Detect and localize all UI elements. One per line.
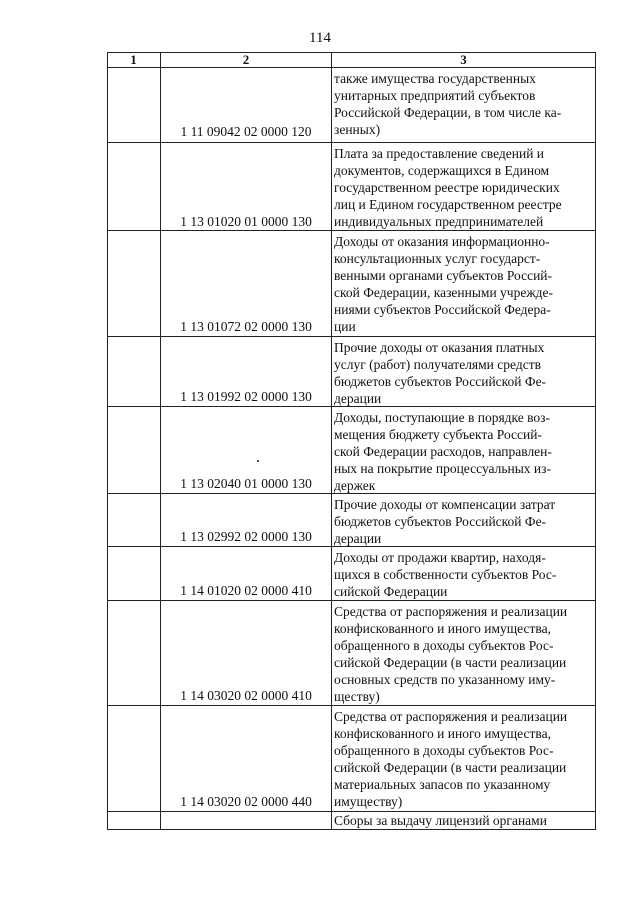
table-rule bbox=[107, 67, 596, 68]
table-rule bbox=[107, 52, 108, 830]
row-description: Доходы, поступающие в порядке воз- мещения бюджету субъекта Россий- ской Федерации расходов, направлен- ных на покрытие процессуальных из- держек bbox=[334, 410, 552, 493]
budget-code-table bbox=[107, 52, 596, 830]
row-code: 1 14 03020 02 0000 410 bbox=[180, 688, 312, 703]
table-rule bbox=[107, 600, 596, 601]
table-rule bbox=[107, 142, 596, 143]
table-rule bbox=[331, 52, 332, 830]
row-description: Прочие доходы от компенсации затрат бюджетов субъектов Российской Фе- дерации bbox=[334, 497, 556, 546]
scan-speck bbox=[257, 460, 259, 462]
row-description: Прочие доходы от оказания платных услуг (работ) получателями средств бюджетов субъектов Российской Фе- дерации bbox=[334, 340, 547, 406]
header-col-2: 2 bbox=[242, 52, 250, 67]
page-number: 114 bbox=[309, 30, 331, 46]
row-code: 1 14 01020 02 0000 410 bbox=[180, 583, 312, 598]
row-code: 1 13 01072 02 0000 130 bbox=[180, 319, 312, 334]
table-rule bbox=[595, 52, 596, 830]
row-description: Сборы за выдачу лицензий органами bbox=[334, 813, 547, 828]
row-code: 1 13 02040 01 0000 130 bbox=[180, 476, 312, 491]
row-description: Плата за предоставление сведений и документов, содержащихся в Едином государственном реестре юридических лиц и Едином государственном реестре индивидуальных предпринимателей bbox=[334, 146, 562, 229]
row-description: Средства от распоряжения и реализации конфискованного и иного имущества, обращенного в доходы субъектов Рос- сийской Федерации (в части реализации материальных запасов по указанному имуществу) bbox=[334, 709, 568, 809]
table-rule bbox=[160, 52, 161, 830]
header-col-3: 3 bbox=[460, 52, 467, 67]
row-code: 1 13 02992 02 0000 130 bbox=[180, 529, 312, 544]
row-code: 1 13 01992 02 0000 130 bbox=[180, 389, 312, 404]
row-description: Средства от распоряжения и реализации конфискованного и иного имущества, обращенного в доходы субъектов Рос- сийской Федерации (в части реализации основных средств по указанному иму- ществу) bbox=[334, 604, 568, 704]
table-rule bbox=[107, 336, 596, 337]
row-description: Доходы от оказания информационно- консультационных услуг государст- венными органами субъектов Россий- ской Федерации, казенными учрежде- ниями субъектов Российской Федера- ции bbox=[334, 234, 554, 334]
table-rule bbox=[107, 230, 596, 231]
row-code: 1 14 03020 02 0000 440 bbox=[180, 794, 312, 809]
table-rule bbox=[107, 705, 596, 706]
header-col-1: 1 bbox=[130, 52, 137, 67]
row-description: Доходы от продажи квартир, находя- щихся в собственности субъектов Рос- сийской Федерации bbox=[334, 550, 557, 599]
row-code: 1 13 01020 01 0000 130 bbox=[180, 214, 312, 229]
row-description: также имущества государственных унитарных предприятий субъектов Российской Федерации, в том числе ка- зенных) bbox=[334, 71, 562, 137]
row-code: 1 11 09042 02 0000 120 bbox=[180, 124, 312, 139]
table-rule bbox=[107, 829, 596, 830]
